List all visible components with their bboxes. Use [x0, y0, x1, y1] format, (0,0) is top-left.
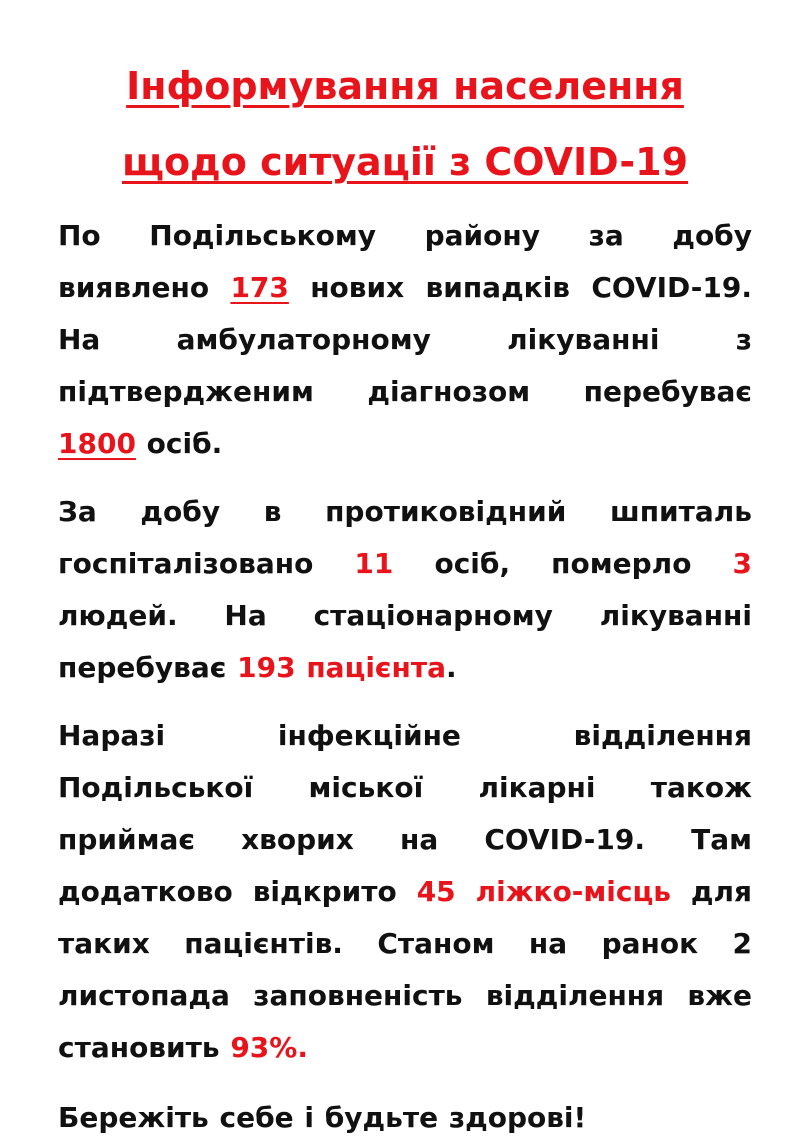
new-cases-text-3: осіб.	[135, 427, 223, 460]
new-cases-text-2: нових випадків COVID-19. На амбулаторному лікуванні з підтвердженим діагнозом перебуває	[58, 271, 752, 408]
title-line-2: щодо ситуації з COVID-19	[121, 140, 689, 184]
inpatients-count: 193 пацієнта	[237, 651, 446, 684]
deaths-count: 3	[732, 547, 752, 580]
new-cases-text-1: По Подільському району за добу виявлено	[58, 219, 752, 304]
outpatients-count: 1800	[58, 427, 136, 460]
hospital-text-3: людей. На стаціонарному лікуванні перебуває	[58, 599, 752, 684]
hospital-text-1: За добу в протиковідний шпиталь госпіталізовано	[58, 495, 752, 580]
hospitalized-count: 11	[354, 547, 394, 580]
notice-title	[58, 48, 752, 200]
beds-count: 45 ліжко-місць	[416, 875, 671, 908]
hospital-text-2: осіб, померло	[393, 547, 733, 580]
new-cases-count: 173	[230, 271, 289, 304]
new-cases-paragraph	[58, 210, 752, 470]
infection-ward-paragraph	[58, 710, 752, 1074]
title-line-1: Інформування населення	[126, 64, 684, 108]
hospital-paragraph	[58, 486, 752, 694]
closing-wish: Бережіть себе і будьте здорові!	[58, 1101, 587, 1134]
ward-text-1: Наразі інфекційне відділення Подільської міської лікарні також приймає хворих на COVID-19. Там додатково відкрито	[58, 719, 752, 908]
hospital-text-4: .	[446, 651, 457, 684]
ward-text-2: для таких пацієнтів. Станом на ранок 2 листопада заповненість відділення вже становить	[58, 875, 752, 1064]
occupancy-percent: 93%.	[230, 1031, 308, 1064]
